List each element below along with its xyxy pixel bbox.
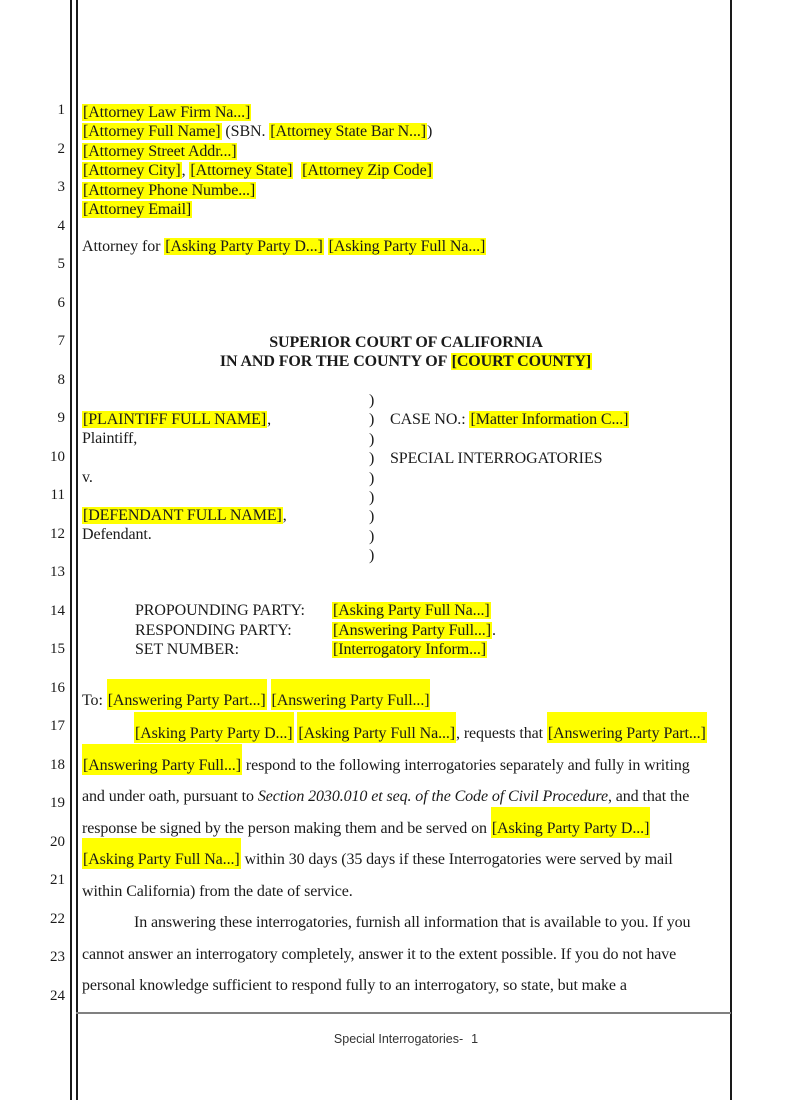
body-line [82, 976, 627, 995]
line-number: 13 [50, 564, 65, 580]
merge-field: [Asking Party Full Na...] [328, 238, 486, 255]
plaintiff-label-line [82, 429, 137, 448]
text-segment: , [181, 162, 190, 179]
body-line [82, 913, 690, 932]
merge-field: [Matter Information C...] [470, 411, 629, 428]
merge-field: [Asking Party Full Na...] [82, 838, 241, 869]
text-segment: ) [369, 489, 375, 506]
set-number-label [135, 640, 239, 659]
attorney-email-line [82, 200, 192, 219]
caption-paren [369, 546, 374, 565]
text-segment: , requests that [456, 725, 547, 742]
text-segment: response be signed by the person making them and be served on [82, 820, 491, 837]
body-line [82, 756, 690, 775]
merge-field: [Asking Party Full Na...] [297, 712, 456, 743]
attorney-city-state-zip-line [82, 161, 433, 180]
line-number: 4 [57, 217, 65, 234]
merge-field: [Answering Party Full...] [333, 622, 491, 639]
footer-label: Special Interrogatories- [333, 1032, 464, 1046]
text-segment: SUPERIOR COURT OF CALIFORNIA [269, 334, 543, 351]
attorney-law-firm-line [82, 103, 251, 122]
text-segment: v. [82, 469, 93, 486]
body-line [82, 819, 650, 838]
text-segment: In answering these interrogatories, furnish all information that is available to you. If you [134, 914, 691, 931]
court-title-line [82, 333, 730, 352]
caption-paren [369, 410, 374, 429]
merge-field: [PLAINTIFF FULL NAME] [83, 411, 267, 428]
text-segment: ) [369, 470, 375, 487]
caption-paren [369, 391, 374, 410]
line-number: 21 [50, 872, 65, 888]
line-number: 23 [50, 949, 65, 965]
line-number: 6 [57, 294, 65, 311]
line-number: 20 [50, 833, 65, 850]
body-line [82, 945, 676, 964]
merge-field: [Attorney State Bar N...] [270, 123, 426, 140]
text-segment: ) [369, 431, 375, 448]
text-segment: CASE NO.: [390, 411, 470, 428]
text-segment: ) [426, 123, 433, 140]
text-segment: RESPONDING PARTY: [135, 622, 292, 639]
line-number: 1 [57, 102, 65, 118]
text-segment: personal knowledge sufficient to respond fully to an interrogatory, so state, but make a [82, 977, 627, 994]
versus-line [82, 468, 93, 487]
text-segment: PROPOUNDING PARTY: [135, 602, 305, 619]
text-segment: within 30 days (35 days if these Interrogatories were served by mail [240, 851, 673, 868]
merge-field: [DEFENDANT FULL NAME] [83, 507, 282, 524]
text-segment: cannot answer an interrogatory completely, answer it to the extent possible. If you do not have [82, 946, 677, 963]
merge-field: [COURT COUNTY] [451, 353, 592, 370]
text-segment: ) [369, 411, 375, 428]
merge-field: [Attorney Phone Numbe...] [83, 182, 256, 199]
line-number: 10 [50, 448, 65, 465]
text-segment: IN AND FOR THE COUNTY OF [219, 353, 451, 370]
merge-field: [Asking Party Party D...] [134, 712, 294, 743]
text-segment: To: [82, 692, 107, 709]
merge-field: [Answering Party Full...] [82, 744, 242, 775]
defendant-label-line [82, 525, 152, 544]
text-segment: , [282, 507, 287, 524]
text-segment: ) [369, 508, 375, 525]
line-number: 19 [50, 795, 65, 811]
text-segment: ) [369, 528, 375, 545]
footer-divider [76, 1012, 731, 1014]
propounding-party-label [135, 601, 305, 620]
body-line [82, 724, 707, 743]
court-county-line [82, 352, 730, 371]
caption-paren [369, 430, 374, 449]
caption-paren [369, 507, 374, 526]
line-number: 16 [50, 679, 65, 696]
merge-field: [Asking Party Party D...] [491, 807, 651, 838]
text-segment: SET NUMBER: [135, 641, 239, 658]
merge-field: [Attorney Street Addr...] [83, 143, 237, 160]
caption-paren [369, 469, 374, 488]
text-segment: ) [369, 547, 375, 564]
plaintiff-name-line [82, 410, 271, 429]
line-number: 3 [57, 179, 65, 195]
line-number: 22 [50, 910, 65, 927]
caption-paren [369, 449, 374, 468]
merge-field: [Attorney Law Firm Na...] [83, 104, 251, 121]
merge-field: [Asking Party Full Na...] [333, 602, 490, 619]
caption-paren [369, 527, 374, 546]
body-line [82, 882, 353, 901]
merge-field: [Attorney Email] [83, 201, 192, 218]
line-number: 15 [50, 641, 65, 657]
line-number: 9 [57, 410, 65, 426]
merge-field: [Answering Party Part...] [547, 712, 707, 743]
text-segment: and under oath, pursuant to [82, 788, 258, 805]
attorney-street-line [82, 142, 237, 161]
merge-field: [Answering Party Part...] [107, 679, 267, 710]
merge-field: [Attorney Zip Code] [302, 162, 432, 179]
text-segment: respond to the following interrogatories separately and fully in writing [241, 757, 690, 774]
line-number: 12 [50, 525, 65, 542]
line-number: 24 [50, 987, 65, 1004]
merge-field: [Asking Party Party D...] [165, 238, 323, 255]
set-number-value [332, 640, 487, 659]
propounding-party-value [332, 601, 491, 620]
attorney-name-sbn-line [82, 122, 432, 141]
caption-paren [369, 488, 374, 507]
line-number: 7 [57, 333, 65, 349]
merge-field: [Interrogatory Inform...] [333, 641, 486, 658]
text-segment: , [267, 411, 271, 428]
text-segment: SPECIAL INTERROGATORIES [390, 450, 603, 467]
line-number: 5 [57, 256, 65, 272]
text-segment [267, 692, 271, 709]
line-number: 2 [57, 140, 65, 157]
responding-party-value [332, 621, 496, 640]
merge-field: [Answering Party Full...] [271, 679, 431, 710]
text-segment: Defendant. [82, 526, 152, 543]
line-number: 18 [50, 756, 65, 773]
line-number: 14 [50, 602, 65, 619]
line-number: 17 [50, 718, 65, 734]
merge-field: [Attorney State] [190, 162, 293, 179]
attorney-phone-line [82, 181, 256, 200]
defendant-name-line [82, 506, 287, 525]
text-segment: Plaintiff, [82, 430, 138, 447]
line-number: 8 [57, 371, 65, 388]
line-number: 11 [50, 487, 65, 503]
text-segment [293, 162, 301, 179]
text-segment: Section 2030.010 et seq. of the Code of Civil Procedure [257, 788, 608, 805]
merge-field: [Attorney City] [83, 162, 181, 179]
text-segment: (SBN. [221, 123, 270, 140]
text-segment: Attorney for [82, 238, 165, 255]
body-line [82, 787, 689, 806]
text-segment: , and that the [607, 788, 690, 805]
attorney-for-line [82, 237, 486, 256]
to-line [82, 691, 430, 710]
text-segment: ) [369, 450, 375, 467]
footer-page-number: 1 [471, 1032, 479, 1046]
text-segment: ) [369, 392, 375, 409]
text-segment: . [491, 622, 496, 639]
responding-party-label [135, 621, 292, 640]
text-segment: within California) from the date of service. [82, 883, 353, 900]
footer [82, 1032, 730, 1046]
document-type-line [390, 449, 602, 468]
merge-field: [Attorney Full Name] [83, 123, 221, 140]
case-no-line [390, 410, 629, 429]
body-line [82, 850, 673, 869]
